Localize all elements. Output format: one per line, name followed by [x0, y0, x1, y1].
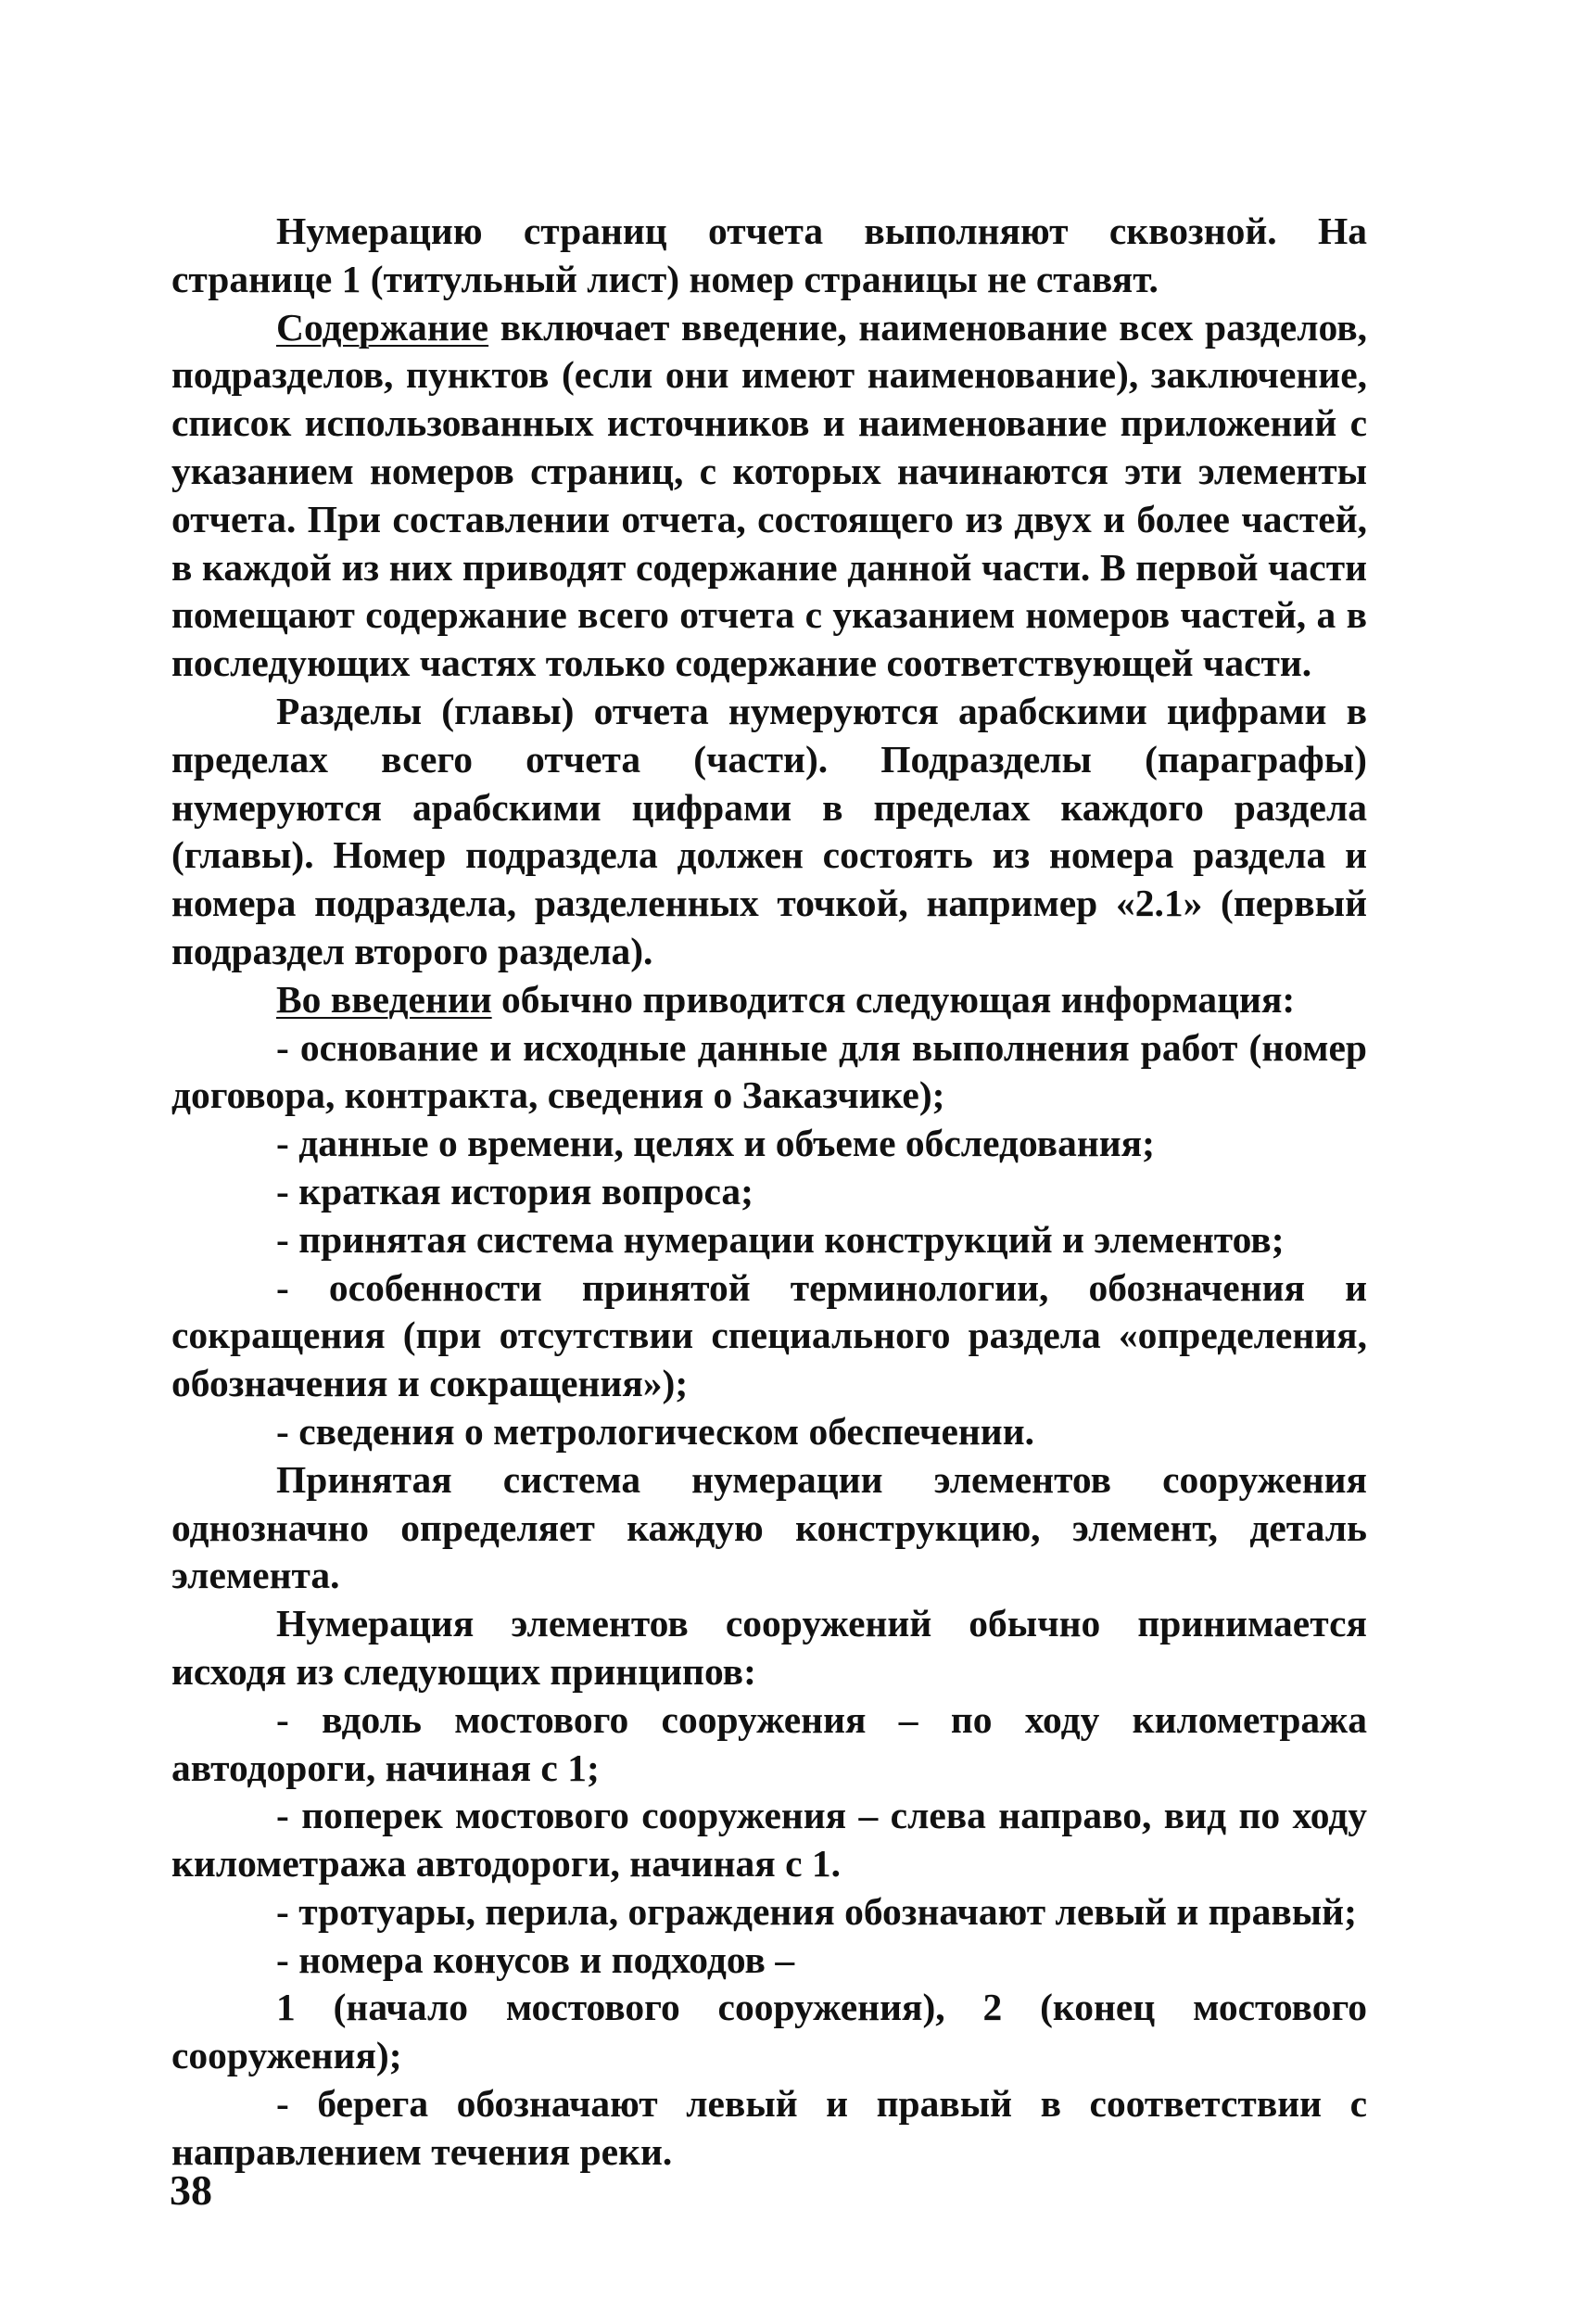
list-item: - берега обозначают левый и правый в соответствии с направлением течения реки.: [171, 2082, 1367, 2173]
list-item: - поперек мостового сооружения – слева направо, вид по ходу километража автодороги, начиная с 1.: [171, 1794, 1367, 1886]
list-item: - сведения о метрологическом обеспечении.: [276, 1409, 1034, 1453]
paragraph-contents-text: включает введение, наименование всех разделов, подразделов, пунктов (если они имеют наименование), заключение, список использованных источников и наименование приложений с указанием номеров страниц, с которых начинаются эти элементы отчета. При составлении отчета, состоящего из двух и более частей, в каждой из них приводят содержание данной части. В первой части помещают содержание всего отчета с указанием номеров частей, а в последующих частях только содержание соответствующей части.: [171, 305, 1367, 685]
list-item: - особенности принятой терминологии, обозначения и сокращения (при отсутствии специального раздела «определения, обозначения и сокращения»);: [171, 1265, 1367, 1405]
list-item: - номера конусов и подходов –: [276, 1937, 795, 1981]
term-introduction: Во введении: [276, 977, 492, 1021]
list-item: - основание и исходные данные для выполнения работ (номер договора, контракта, сведения о Заказчике);: [171, 1025, 1367, 1117]
page-number: 38: [170, 2166, 212, 2214]
paragraph-introduction: [171, 976, 1367, 1024]
paragraph-numbering-system: Принятая система нумерации элементов сооружения однозначно определяет каждую конструкцию, элемент, деталь элемента.: [171, 1457, 1367, 1597]
paragraph-contents: [171, 304, 1367, 688]
paragraph-introduction-text: обычно приводится следующая информация:: [491, 977, 1296, 1021]
paragraph-page-numbering: Нумерацию страниц отчета выполняют сквозной. На странице 1 (титульный лист) номер страницы не ставят.: [171, 210, 1367, 300]
list-item: - принятая система нумерации конструкций и элементов;: [276, 1217, 1285, 1261]
list-item: - вдоль мостового сооружения – по ходу километража автодороги, начиная с 1;: [171, 1697, 1367, 1789]
term-contents: Содержание: [276, 305, 489, 349]
body-text: [171, 208, 1367, 2177]
list-item: - краткая история вопроса;: [276, 1169, 754, 1213]
list-item: - тротуары, перила, ограждения обозначают левый и правый;: [276, 1889, 1357, 1933]
paragraph-numbering-principles: Нумерация элементов сооружений обычно принимается исходя из следующих принципов:: [171, 1602, 1367, 1693]
list-item: - данные о времени, целях и объеме обследования;: [276, 1122, 1155, 1165]
paragraph-sections: Разделы (главы) отчета нумеруются арабскими цифрами в пределах всего отчета (части). Подразделы (параграфы) нумеруются арабскими цифрами в пределах каждого раздела (главы). Номер подраздела должен состоять из номера раздела и номера подраздела, разделенных точкой, например «2.1» (первый подраздел второго раздела).: [171, 689, 1367, 972]
list-item: 1 (начало мостового сооружения), 2 (конец мостового сооружения);: [171, 1986, 1367, 2077]
